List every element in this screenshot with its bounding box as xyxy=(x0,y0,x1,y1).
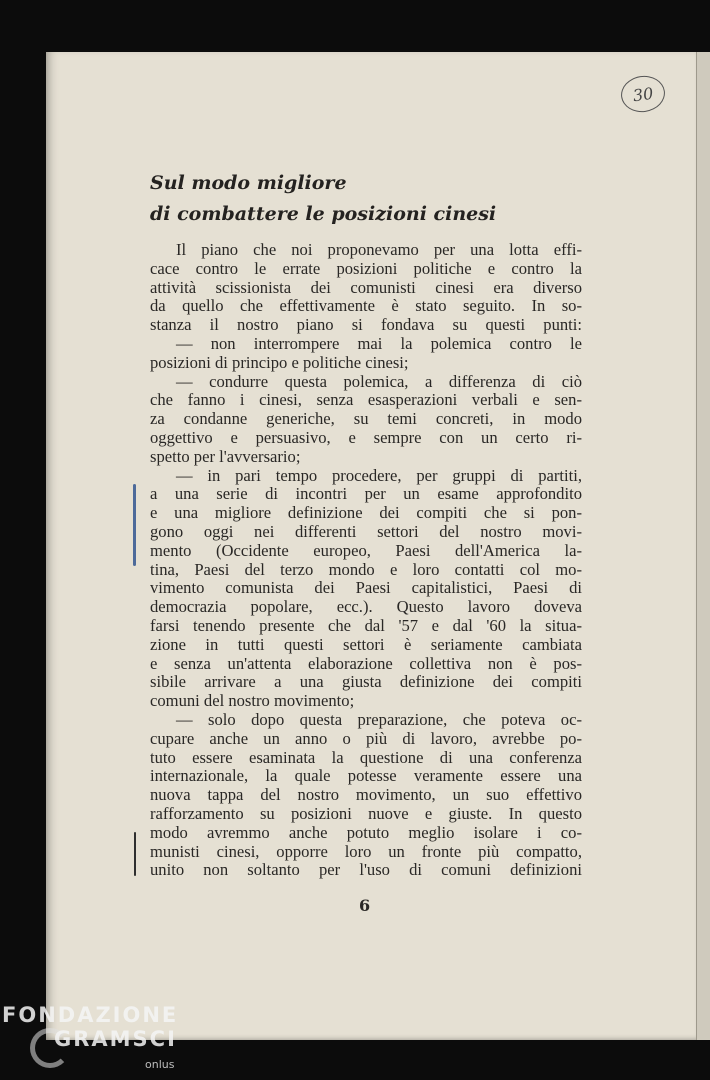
body-line: farsi tenendo presente che dal '57 e dal '60 la situa- xyxy=(150,615,582,635)
margin-pen-mark-dark xyxy=(134,832,136,876)
body-line: — condurre questa polemica, a differenza di ciò xyxy=(176,371,582,391)
body-line: vimento comunista dei Paesi capitalistici, Paesi di xyxy=(150,578,582,598)
body-line: da quello che effettivamente è stato seguito. In so- xyxy=(150,296,582,316)
body-line: munisti cinesi, opporre loro un fronte più compatto, xyxy=(150,841,582,861)
body-line: oggettivo e persuasivo, e sempre con un certo ri- xyxy=(150,427,582,447)
watermark-suffix: onlus xyxy=(145,1058,175,1071)
body-line: — in pari tempo procedere, per gruppi di partiti, xyxy=(176,465,582,485)
body-line: nuova tappa del nostro movimento, un suo effettivo xyxy=(150,785,582,805)
body-line: democrazia popolare, ecc.). Questo lavoro doveva xyxy=(150,597,582,617)
body-line: Il piano che noi proponevamo per una lotta effi- xyxy=(176,240,582,259)
watermark xyxy=(2,1003,179,1071)
body-text xyxy=(150,241,582,880)
body-line: modo avremmo anche potuto meglio isolare i co- xyxy=(150,822,582,842)
body-line: internazionale, la quale potesse veramente essere una xyxy=(150,766,582,786)
body-line: posizioni di principo e politiche cinesi; xyxy=(150,352,409,372)
body-line: tina, Paesi del terzo mondo e loro contatti col mo- xyxy=(150,559,582,579)
body-line: e una migliore definizione dei compiti che si pon- xyxy=(150,503,582,523)
body-line: che fanno i cinesi, senza esasperazioni verbali e sen- xyxy=(150,390,582,410)
annotation-number: 30 xyxy=(631,83,655,105)
body-line: stanza il nostro piano si fondava su questi punti: xyxy=(150,315,582,335)
body-line: sibile arrivare a una giusta definizione dei compiti xyxy=(150,672,582,692)
body-line: rafforzamento su posizioni nuove e giuste. In questo xyxy=(150,803,582,823)
body-line: e senza un'attenta elaborazione collettiva non è pos- xyxy=(150,653,582,673)
body-line: za condanne generiche, su temi concreti, in modo xyxy=(150,409,582,429)
chapter-title xyxy=(150,168,496,230)
body-line: — non interrompere mai la polemica contro le xyxy=(176,333,582,353)
body-line: cace contro le errate posizioni politiche e contro la xyxy=(150,258,582,278)
chapter-title-line-1: Sul modo migliore xyxy=(150,172,347,194)
margin-pen-mark-blue xyxy=(133,484,136,566)
body-line: mento (Occidente europeo, Paesi dell'America la- xyxy=(150,540,582,560)
body-line: a una serie di incontri per un esame approfondito xyxy=(150,484,582,504)
body-line: — solo dopo questa preparazione, che poteva oc- xyxy=(176,709,582,729)
body-line: spetto per l'avversario; xyxy=(150,446,301,466)
page-number: 6 xyxy=(359,896,371,915)
watermark-line-1: FONDAZIONE xyxy=(2,1003,179,1027)
chapter-title-line-2: di combattere le posizioni cinesi xyxy=(150,203,497,225)
watermark-line-2: GRAMSCI xyxy=(54,1027,177,1051)
next-page-edge xyxy=(696,52,710,1040)
body-line: zione in tutti questi settori è seriamente cambiata xyxy=(150,634,582,654)
body-line: attività scissionista dei comunisti cinesi era diverso xyxy=(150,277,582,297)
body-line: gono oggi nei differenti settori del nostro movi- xyxy=(150,521,582,541)
body-line: comuni del nostro movimento; xyxy=(150,691,355,711)
body-line: unito non soltanto per l'uso di comuni definizioni xyxy=(150,860,582,880)
body-line: tuto essere esaminata la questione di una conferenza xyxy=(150,747,582,767)
body-line: cupare anche un anno o più di lavoro, avrebbe po- xyxy=(150,728,582,748)
